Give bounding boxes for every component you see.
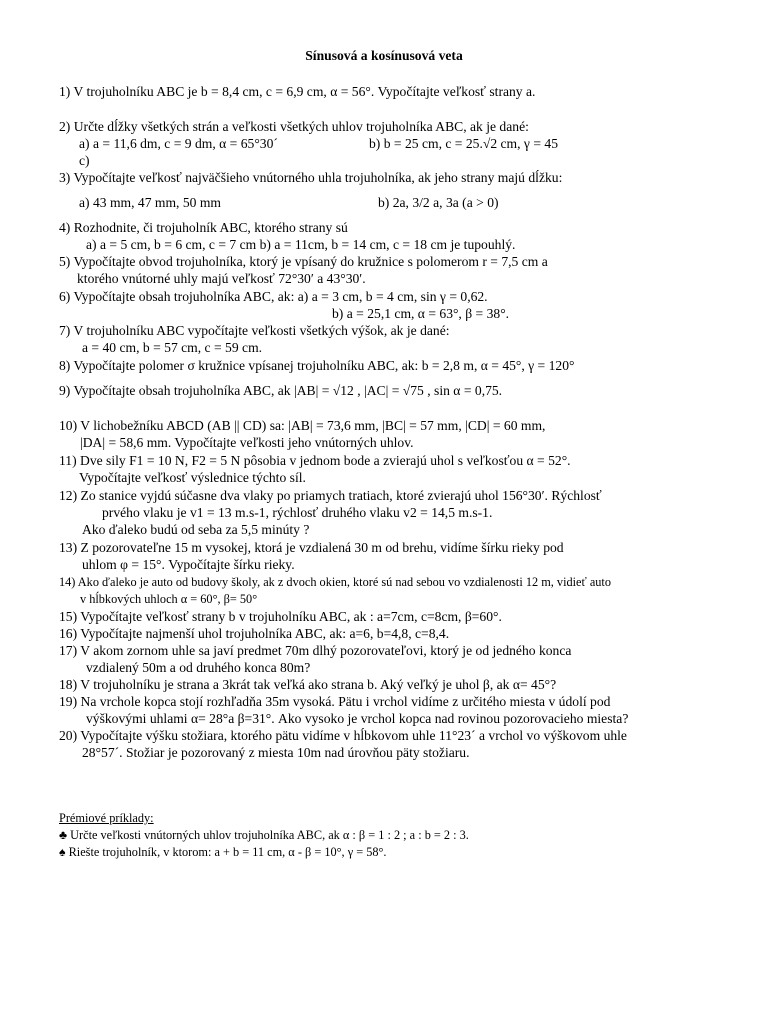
problem-1: 1) V trojuholníku ABC je b = 8,4 cm, c = 6,9 cm, α = 56°. Vypočítajte veľkosť strany a. — [59, 84, 536, 99]
problem-19: 19) Na vrchole kopca stojí rozhľadňa 35m vysoká. Pätu i vrchol vidíme z určitého miesta v údolí pod — [59, 694, 611, 709]
bonus-item-spades: ♠ Riešte trojuholník, v ktorom: a + b = 11 cm, α - β = 10°, γ = 58°. — [59, 845, 387, 859]
problem-2a: a) a = 11,6 dm, c = 9 dm, α = 65°30´ — [79, 136, 278, 151]
problem-3: 3) Vypočítajte veľkosť najväčšieho vnútorného uhla trojuholníka, ak jeho strany majú dĺžku: — [59, 170, 563, 185]
problem-3a: a) 43 mm, 47 mm, 50 mm — [79, 195, 221, 210]
problem-7: 7) V trojuholníku ABC vypočítajte veľkosti všetkých výšok, ak je dané: — [59, 323, 450, 338]
problem-7-cont: a = 40 cm, b = 57 cm, c = 59 cm. — [82, 340, 263, 355]
problem-19-cont: výškovými uhlami α= 28°a β=31°. Ako vysoko je vrchol kopca nad rovinou pozorovacieho miesta? — [86, 711, 629, 726]
problem-17: 17) V akom zornom uhle sa javí predmet 70m dlhý pozorovateľovi, ktorý je od jedného konca — [59, 643, 572, 658]
problem-15: 15) Vypočítajte veľkosť strany b v trojuholníku ABC, ak : a=7cm, c=8cm, β=60°. — [59, 609, 502, 624]
problem-2: 2) Určte dĺžky všetkých strán a veľkosti všetkých uhlov trojuholníka ABC, ak je dané: — [59, 119, 529, 134]
problem-12-cont: prvého vlaku je v1 = 13 m.s-1, rýchlosť druhého vlaku v2 = 14,5 m.s-1. — [102, 505, 493, 520]
problem-3b: b) 2a, 3/2 a, 3a (a > 0) — [378, 195, 499, 210]
problem-5-cont: ktorého vnútorné uhly majú veľkosť 72°30′ a 43°30′. — [77, 271, 366, 286]
problem-16: 16) Vypočítajte najmenší uhol trojuholníka ABC, ak: a=6, b=4,8, c=8,4. — [59, 626, 450, 641]
problem-4-options: a) a = 5 cm, b = 6 cm, c = 7 cm b) a = 11cm, b = 14 cm, c = 18 cm je tupouhlý. — [86, 237, 516, 252]
problem-6b: b) a = 25,1 cm, α = 63°, β = 38°. — [332, 306, 510, 321]
bonus-item-clubs: ♣ Určte veľkosti vnútorných uhlov trojuholníka ABC, ak α : β = 1 : 2 ; a : b = 2 : 3. — [59, 828, 469, 842]
page-title: Sínusová a kosínusová veta — [305, 48, 463, 63]
bonus-heading: Prémiové príklady: — [59, 811, 154, 825]
problem-13: 13) Z pozorovateľne 15 m vysokej, ktorá je vzdialená 30 m od brehu, vidíme šírku rieky pod — [59, 540, 564, 555]
problem-20-cont: 28°57´. Stožiar je pozorovaný z miesta 10m nad úrovňou päty stožiaru. — [82, 745, 470, 760]
problem-11-cont: Vypočítajte veľkosť výslednice týchto síl. — [79, 470, 306, 485]
problem-18: 18) V trojuholníku je strana a 3krát tak veľká ako strana b. Aký veľký je uhol β, ak α= 45°? — [59, 677, 557, 692]
problem-2b: b) b = 25 cm, c = 25.√2 cm, γ = 45 — [369, 136, 558, 151]
problem-17-cont: vzdialený 50m a od druhého konca 80m? — [86, 660, 311, 675]
problem-14: 14) Ako ďaleko je auto od budovy školy, ak z dvoch okien, ktoré sú nad sebou vo vzdialenosti 12 m, vidieť auto — [59, 575, 612, 589]
problem-12-question: Ako ďaleko budú od seba za 5,5 minúty ? — [82, 522, 310, 537]
problem-20: 20) Vypočítajte výšku stožiara, ktorého pätu vidíme v hĺbkovom uhle 11°23´ a vrchol vo výškovom uhle — [59, 728, 627, 743]
problem-13-cont: uhlom φ = 15°. Vypočítajte šírku rieky. — [82, 557, 295, 572]
problem-11: 11) Dve sily F1 = 10 N, F2 = 5 N pôsobia v jednom bode a zvierajú uhol s veľkosťou α = 52°. — [59, 453, 571, 468]
problem-9: 9) Vypočítajte obsah trojuholníka ABC, ak |AB| = √12 , |AC| = √75 , sin α = 0,75. — [59, 383, 503, 398]
problem-14-cont: v hĺbkových uhloch α = 60°, β= 50° — [80, 592, 258, 606]
problem-2c: c) — [79, 153, 90, 168]
problem-6: 6) Vypočítajte obsah trojuholníka ABC, ak: a) a = 3 cm, b = 4 cm, sin γ = 0,62. — [59, 289, 488, 304]
problem-12: 12) Zo stanice vyjdú súčasne dva vlaky po priamych tratiach, ktoré zvierajú uhol 156°30′. Rýchlosť — [59, 488, 602, 503]
problem-10: 10) V lichobežníku ABCD (AB || CD) sa: |AB| = 73,6 mm, |BC| = 57 mm, |CD| = 60 mm, — [59, 418, 546, 433]
problem-5: 5) Vypočítajte obvod trojuholníka, ktorý je vpísaný do kružnice s polomerom r = 7,5 cm a — [59, 254, 548, 269]
problem-4: 4) Rozhodnite, či trojuholník ABC, ktorého strany sú — [59, 220, 348, 235]
problem-8: 8) Vypočítajte polomer σ kružnice vpísanej trojuholníku ABC, ak: b = 2,8 m, α = 45°, γ = 120° — [59, 358, 575, 373]
problem-10-cont: |DA| = 58,6 mm. Vypočítajte veľkosti jeho vnútorných uhlov. — [80, 435, 414, 450]
